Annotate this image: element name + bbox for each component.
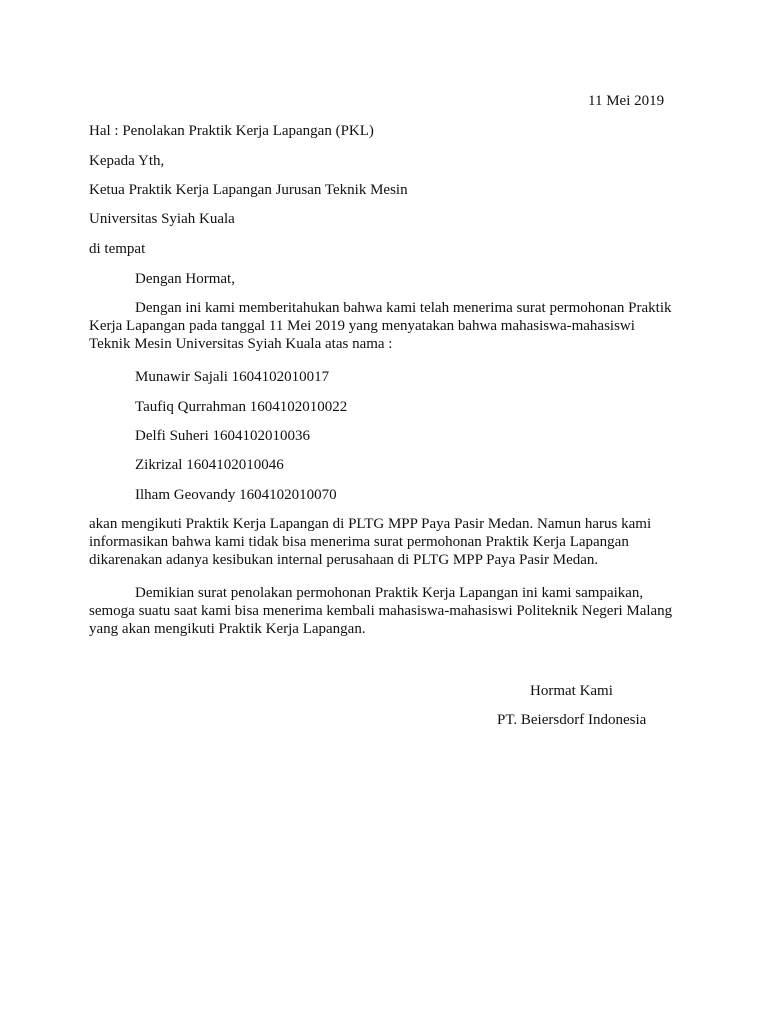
greeting: Dengan Hormat, [135,271,235,287]
signatory-name: PT. Beiersdorf Indonesia [497,712,647,728]
paragraph-intro [89,299,689,353]
paragraph-line: Kerja Lapangan pada tanggal 11 Mei 2019 yang menyatakan bahwa mahasiswa-mahasiswi [89,318,635,334]
recipient-line: di tempat [89,241,146,257]
paragraph-line: dikarenakan adanya kesibukan internal perusahaan di PLTG MPP Paya Pasir Medan. [89,552,599,568]
student-entry: Ilham Geovandy 1604102010070 [135,487,337,503]
closing-salutation: Hormat Kami [530,683,613,699]
student-entry: Delfi Suheri 1604102010036 [135,428,310,444]
letter-date: 11 Mei 2019 [588,93,665,109]
recipient-line: Kepada Yth, [89,153,165,169]
paragraph-line: Dengan ini kami memberitahukan bahwa kami telah menerima surat permohonan Praktik [135,300,672,316]
paragraph-line: akan mengikuti Praktik Kerja Lapangan di PLTG MPP Paya Pasir Medan. Namun harus kami [89,516,652,532]
paragraph-line: Demikian surat penolakan permohonan Praktik Kerja Lapangan ini kami sampaikan, [135,585,644,601]
student-entry: Zikrizal 1604102010046 [135,457,284,473]
paragraph-closing [89,584,689,638]
paragraph-line: yang akan mengikuti Praktik Kerja Lapangan. [89,621,366,637]
paragraph-rejection [89,515,689,569]
paragraph-line: informasikan bahwa kami tidak bisa menerima surat permohonan Praktik Kerja Lapangan [89,534,629,550]
student-entry: Munawir Sajali 1604102010017 [135,369,330,385]
paragraph-line: Teknik Mesin Universitas Syiah Kuala atas nama : [89,336,393,352]
paragraph-line: semoga suatu saat kami bisa menerima kembali mahasiswa-mahasiswi Politeknik Negeri Malang [89,603,673,619]
recipient-line: Universitas Syiah Kuala [89,211,235,227]
student-entry: Taufiq Qurrahman 1604102010022 [135,399,348,415]
recipient-line: Ketua Praktik Kerja Lapangan Jurusan Teknik Mesin [89,182,408,198]
letter-subject: Hal : Penolakan Praktik Kerja Lapangan (PKL) [89,123,374,139]
